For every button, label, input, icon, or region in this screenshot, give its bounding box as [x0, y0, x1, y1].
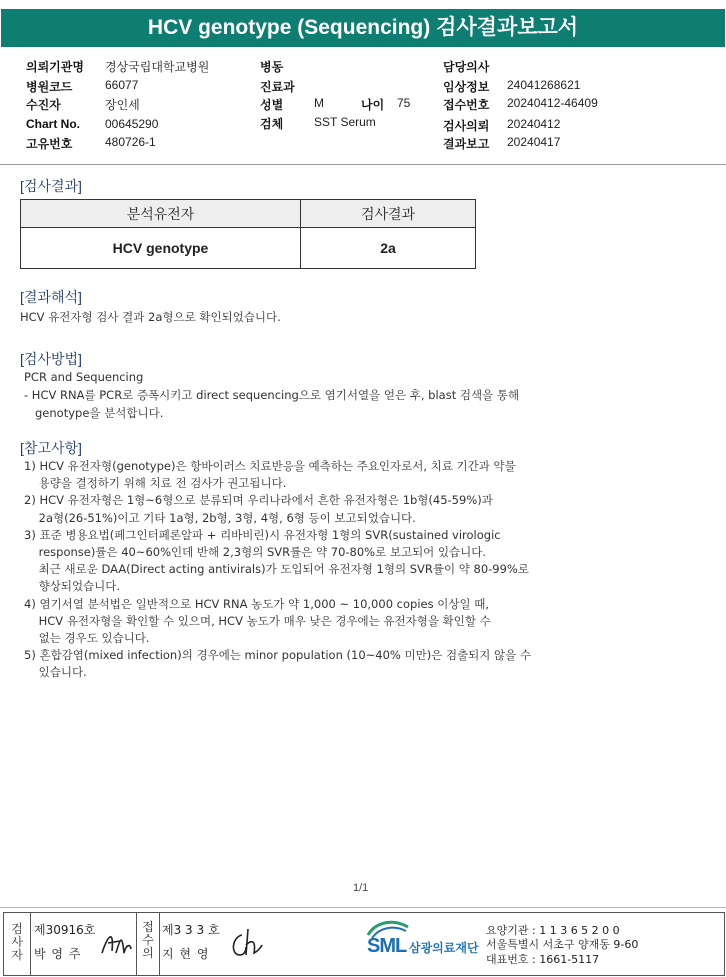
- value-sex: M: [314, 96, 324, 110]
- value-clinical-info: 24041268621: [507, 78, 581, 92]
- label-department: 진료과: [260, 80, 295, 94]
- note-line: HCV 유전자형을 확인할 수 있으며, HCV 농도가 매우 낮은 경우에는 유전자형을 확인할 수: [24, 613, 491, 628]
- label-request-date: 검사의뢰: [443, 119, 490, 133]
- confirm-label: 접수의: [142, 920, 154, 960]
- label-report-date: 결과보고: [443, 137, 490, 151]
- method-line-1: PCR and Sequencing: [24, 370, 144, 384]
- results-table: [20, 199, 476, 269]
- value-report-date: 20240417: [507, 135, 561, 149]
- value-unique-no: 480726-1: [105, 135, 156, 149]
- value-requesting-institution: 경상국립대학교병원: [105, 60, 210, 74]
- column-header-result: 검사결과: [301, 200, 476, 228]
- note-line: 없는 경우도 있습니다.: [24, 631, 150, 646]
- tester-label: 검사자: [11, 922, 23, 962]
- label-receipt-no: 접수번호: [443, 98, 490, 112]
- results-table-header-row: [21, 200, 476, 228]
- org-name: 삼광의료재단: [409, 941, 479, 955]
- address: 서울특별시 서초구 양재동 9-60: [486, 938, 639, 951]
- interpretation-text: HCV 유전자형 검사 결과 2a형으로 확인되었습니다.: [20, 310, 281, 324]
- footer-divider: [0, 907, 726, 908]
- label-chart-no: Chart No.: [26, 117, 80, 131]
- confirm-license-no: 제3 3 3 호: [162, 923, 220, 937]
- label-patient: 수진자: [26, 98, 61, 112]
- note-line: 향상되었습니다.: [24, 579, 121, 594]
- label-specimen: 검체: [260, 117, 284, 131]
- confirm-signature: [226, 923, 266, 963]
- label-physician: 담당의사: [443, 60, 490, 74]
- note-line: 5) 혼합감염(mixed infection)의 경우에는 minor population (10~40% 미만)은 검출되지 않을 수: [24, 648, 532, 663]
- value-request-date: 20240412: [507, 117, 561, 131]
- note-line: response)률은 40~60%인데 반해 2,3형의 SVR률은 약 70-80%로 보고되어 있습니다.: [24, 545, 487, 560]
- notes-heading: [참고사항]: [20, 440, 82, 456]
- column-header-gene: 분석유전자: [21, 200, 301, 228]
- label-unique-no: 고유번호: [26, 137, 73, 151]
- method-line-3: genotype을 분석합니다.: [35, 406, 164, 420]
- page-number: 1/1: [353, 882, 369, 894]
- tester-label-cell: [4, 913, 31, 975]
- value-chart-no: 00645290: [105, 117, 159, 131]
- note-line: 용량을 결정하기 위해 치료 전 검사가 권고됩니다.: [24, 476, 287, 491]
- notes-list: [24, 458, 531, 682]
- value-age: 75: [397, 96, 411, 110]
- label-sex: 성별: [260, 98, 284, 112]
- cell-gene: HCV genotype: [21, 228, 301, 269]
- table-row: [21, 228, 476, 269]
- method-line-2: - HCV RNA를 PCR로 증폭시키고 direct sequencing으로 염기서열을 얻은 후, blast 검색을 통해: [24, 388, 520, 402]
- results-heading: [검사결과]: [20, 178, 82, 194]
- header-divider: [0, 164, 726, 165]
- note-line: 4) 염기서열 분석법은 일반적으로 HCV RNA 농도가 약 1,000 ~ 10,000 copies 이상일 때,: [24, 596, 489, 611]
- value-receipt-no: 20240412-46409: [507, 96, 598, 110]
- tester-name: 박 영 주: [34, 947, 82, 961]
- note-line: 최근 새로운 DAA(Direct acting antivirals)가 도입되어 유전자형 1형의 SVR률이 약 80-99%로: [24, 562, 529, 577]
- note-line: 1) HCV 유전자형(genotype)은 항바이러스 치료반응을 예측하는 주요인자로서, 치료 기간과 약물: [24, 459, 516, 473]
- label-requesting-institution: 의뢰기관명: [26, 60, 84, 74]
- value-specimen: SST Serum: [314, 115, 376, 129]
- value-hospital-code: 66077: [105, 78, 139, 92]
- sml-logo: SML: [367, 935, 407, 957]
- confirm-name: 지 현 영: [162, 947, 210, 961]
- interpretation-heading: [결과해석]: [20, 289, 82, 305]
- confirm-label-cell: [136, 913, 160, 975]
- label-hospital-code: 병원코드: [26, 80, 73, 94]
- note-line: 3) 표준 병용요법(페그인터페론알파 + 리바비린)시 유전자형 1형의 SVR(sustained virologic: [24, 527, 501, 542]
- tester-license-no: 제30916호: [34, 923, 96, 937]
- note-line: 2a형(26-51%)이고 기타 1a형, 2b형, 3형, 4형, 6형 등이 보고되었습니다.: [24, 510, 416, 525]
- cell-result: 2a: [301, 228, 476, 269]
- phone-number: 대표번호 : 1661-5117: [486, 953, 600, 966]
- institution-code: 요양기관 : 1 1 3 6 5 2 0 0: [486, 924, 620, 937]
- tester-signature: [98, 923, 134, 963]
- signature-footer: [3, 912, 725, 976]
- label-clinical-info: 임상정보: [443, 80, 490, 94]
- label-age: 나이: [361, 98, 385, 112]
- note-line: 있습니다.: [24, 665, 87, 680]
- label-ward: 병동: [260, 60, 284, 74]
- method-heading: [검사방법]: [20, 351, 82, 367]
- report-title: HCV genotype (Sequencing) 검사결과보고서: [1, 9, 725, 47]
- note-line: 2) HCV 유전자형은 1형~6형으로 분류되며 우리나라에서 흔한 유전자형은 1b형(45-59%)과: [24, 493, 493, 508]
- value-patient: 장인세: [105, 98, 140, 112]
